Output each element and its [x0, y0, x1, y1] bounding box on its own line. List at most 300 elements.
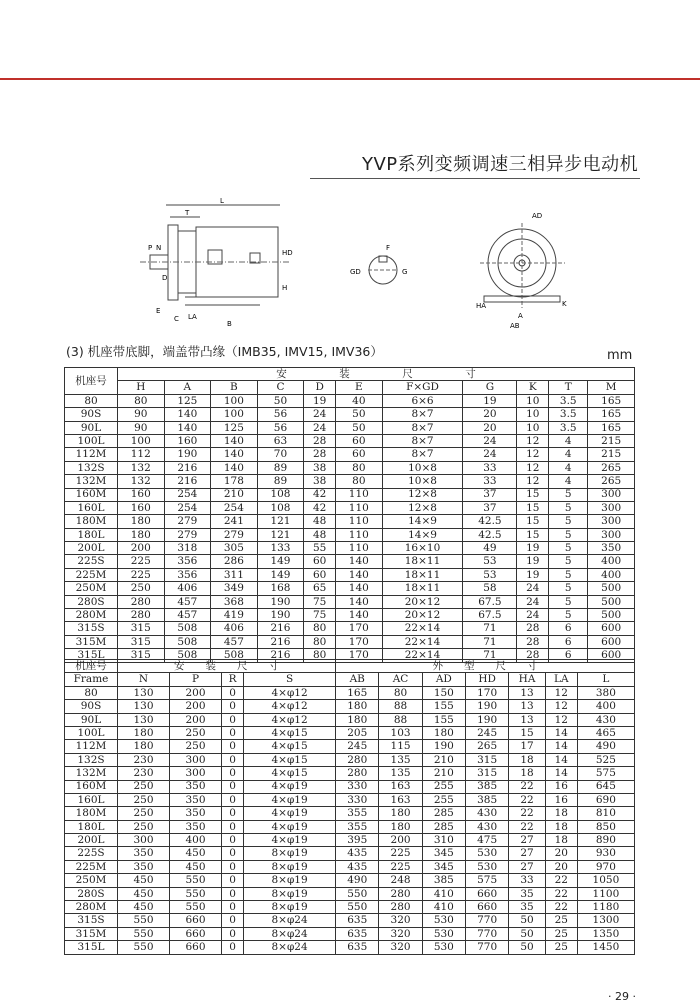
value-cell: 210: [211, 488, 258, 501]
value-cell: 180: [422, 726, 465, 739]
value-cell: 8×φ19: [244, 887, 336, 900]
value-cell: 100: [211, 394, 258, 407]
table-row: [65, 515, 635, 528]
value-cell: 110: [336, 542, 383, 555]
value-cell: 140: [336, 555, 383, 568]
value-cell: 315: [465, 753, 508, 766]
value-cell: 350: [170, 793, 222, 806]
value-cell: 25: [545, 914, 577, 927]
frame-cell: 132S: [65, 461, 118, 474]
dim-label-AB: AB: [510, 322, 520, 330]
value-cell: 71: [463, 635, 517, 648]
value-cell: 225: [118, 555, 165, 568]
value-cell: 163: [379, 780, 422, 793]
value-cell: 22×14: [382, 635, 463, 648]
value-cell: 50: [257, 394, 304, 407]
value-cell: 35: [509, 901, 546, 914]
value-cell: 22: [545, 874, 577, 887]
frame-header-cell: 机座号: [65, 660, 118, 673]
value-cell: 22: [509, 793, 546, 806]
dim-label-A: A: [518, 312, 523, 320]
value-cell: 810: [577, 807, 634, 820]
value-cell: 385: [465, 780, 508, 793]
page-number: · 29 ·: [608, 990, 636, 1003]
value-cell: 230: [118, 753, 170, 766]
value-cell: 200: [379, 834, 422, 847]
value-cell: 71: [463, 649, 517, 662]
value-cell: 22×14: [382, 622, 463, 635]
value-cell: 0: [222, 713, 244, 726]
value-cell: 1180: [577, 901, 634, 914]
frame-header-cell: 机座号: [65, 368, 118, 395]
value-cell: 149: [257, 555, 304, 568]
table-row: [65, 941, 635, 954]
value-cell: 500: [588, 609, 635, 622]
value-cell: 180: [118, 528, 165, 541]
value-cell: 71: [463, 622, 517, 635]
value-cell: 10: [517, 421, 549, 434]
value-cell: 635: [336, 941, 379, 954]
value-cell: 490: [577, 740, 634, 753]
value-cell: 406: [164, 582, 211, 595]
value-cell: 250: [170, 726, 222, 739]
table-row: [65, 700, 635, 713]
value-cell: 103: [379, 726, 422, 739]
value-cell: 5: [549, 555, 588, 568]
column-header: S: [244, 673, 336, 686]
value-cell: 4: [549, 448, 588, 461]
value-cell: 0: [222, 941, 244, 954]
value-cell: 0: [222, 874, 244, 887]
value-cell: 254: [211, 501, 258, 514]
value-cell: 89: [257, 461, 304, 474]
value-cell: 80: [304, 622, 336, 635]
value-cell: 450: [118, 901, 170, 914]
column-header: F×GD: [382, 381, 463, 394]
value-cell: 42.5: [463, 528, 517, 541]
value-cell: 0: [222, 700, 244, 713]
frame-cell: 250M: [65, 582, 118, 595]
value-cell: 50: [509, 941, 546, 954]
value-cell: 3.5: [549, 421, 588, 434]
value-cell: 216: [257, 635, 304, 648]
value-cell: 12: [545, 686, 577, 699]
value-cell: 690: [577, 793, 634, 806]
value-cell: 550: [170, 901, 222, 914]
value-cell: 140: [211, 434, 258, 447]
value-cell: 0: [222, 887, 244, 900]
table-row: [65, 713, 635, 726]
value-cell: 635: [336, 914, 379, 927]
value-cell: 350: [118, 847, 170, 860]
value-cell: 140: [336, 568, 383, 581]
value-cell: 250: [118, 780, 170, 793]
value-cell: 0: [222, 740, 244, 753]
column-header: D: [304, 381, 336, 394]
value-cell: 450: [170, 860, 222, 873]
value-cell: 19: [463, 394, 517, 407]
value-cell: 80: [336, 461, 383, 474]
value-cell: 25: [545, 941, 577, 954]
value-cell: 178: [211, 475, 258, 488]
value-cell: 135: [379, 767, 422, 780]
value-cell: 63: [257, 434, 304, 447]
mounting-outline-dimensions-table: [64, 659, 635, 955]
value-cell: 490: [336, 874, 379, 887]
value-cell: 14×9: [382, 528, 463, 541]
table-column-header-row: [65, 381, 635, 394]
value-cell: 133: [257, 542, 304, 555]
value-cell: 125: [164, 394, 211, 407]
frame-cell: 200L: [65, 834, 118, 847]
value-cell: 286: [211, 555, 258, 568]
shaft-key-detail-drawing: [348, 238, 418, 298]
frame-cell: 100L: [65, 434, 118, 447]
value-cell: 248: [379, 874, 422, 887]
value-cell: 300: [170, 767, 222, 780]
value-cell: 970: [577, 860, 634, 873]
value-cell: 80: [336, 475, 383, 488]
value-cell: 8×7: [382, 448, 463, 461]
value-cell: 200: [170, 700, 222, 713]
value-cell: 20: [545, 860, 577, 873]
frame-cell: 160L: [65, 793, 118, 806]
value-cell: 5: [549, 501, 588, 514]
value-cell: 250: [170, 740, 222, 753]
value-cell: 140: [211, 461, 258, 474]
value-cell: 215: [588, 434, 635, 447]
motor-side-view-drawing: [130, 195, 330, 335]
value-cell: 24: [517, 595, 549, 608]
value-cell: 19: [517, 568, 549, 581]
table-row: [65, 847, 635, 860]
table-row: [65, 408, 635, 421]
value-cell: 508: [164, 622, 211, 635]
table-row: [65, 914, 635, 927]
value-cell: 1300: [577, 914, 634, 927]
value-cell: 18: [545, 834, 577, 847]
value-cell: 350: [118, 860, 170, 873]
value-cell: 3.5: [549, 394, 588, 407]
value-cell: 0: [222, 927, 244, 940]
value-cell: 210: [422, 753, 465, 766]
value-cell: 8×φ19: [244, 874, 336, 887]
value-cell: 28: [517, 649, 549, 662]
value-cell: 22: [545, 901, 577, 914]
dim-label-P: P: [148, 244, 153, 252]
value-cell: 530: [422, 927, 465, 940]
frame-cell: 280M: [65, 901, 118, 914]
table-row: [65, 394, 635, 407]
value-cell: 28: [304, 434, 336, 447]
frame-cell: 90S: [65, 700, 118, 713]
value-cell: 280: [379, 887, 422, 900]
frame-cell: 180L: [65, 820, 118, 833]
value-cell: 300: [170, 753, 222, 766]
value-cell: 5: [549, 595, 588, 608]
section-subtitle: (3) 机座带底脚，端盖带凸缘（IMB35, IMV15, IMV36）: [66, 344, 383, 359]
value-cell: 165: [588, 421, 635, 434]
frame-cell: 132M: [65, 475, 118, 488]
value-cell: 4×φ12: [244, 713, 336, 726]
value-cell: 850: [577, 820, 634, 833]
frame-cell: 112M: [65, 740, 118, 753]
dim-label-T: T: [185, 209, 190, 217]
frame-cell: 160L: [65, 501, 118, 514]
dim-label-N: N: [156, 244, 162, 252]
value-cell: 355: [336, 807, 379, 820]
value-cell: 550: [118, 914, 170, 927]
value-cell: 280: [336, 767, 379, 780]
value-cell: 53: [463, 555, 517, 568]
value-cell: 406: [211, 622, 258, 635]
value-cell: 430: [465, 820, 508, 833]
value-cell: 17: [509, 740, 546, 753]
value-cell: 1100: [577, 887, 634, 900]
value-cell: 645: [577, 780, 634, 793]
value-cell: 14: [545, 726, 577, 739]
value-cell: 4: [549, 434, 588, 447]
value-cell: 530: [465, 860, 508, 873]
value-cell: 0: [222, 834, 244, 847]
value-cell: 80: [379, 686, 422, 699]
value-cell: 190: [465, 713, 508, 726]
value-cell: 8×7: [382, 421, 463, 434]
value-cell: 1350: [577, 927, 634, 940]
value-cell: 112: [118, 448, 165, 461]
value-cell: 140: [336, 609, 383, 622]
value-cell: 16×10: [382, 542, 463, 555]
value-cell: 19: [517, 555, 549, 568]
value-cell: 300: [588, 488, 635, 501]
value-cell: 550: [118, 927, 170, 940]
value-cell: 8×φ24: [244, 914, 336, 927]
dim-label-B: B: [227, 320, 232, 328]
value-cell: 160: [118, 501, 165, 514]
table-row: [65, 793, 635, 806]
dim-label-H: H: [282, 284, 288, 292]
value-cell: 279: [164, 528, 211, 541]
value-cell: 770: [465, 927, 508, 940]
value-cell: 4×φ12: [244, 700, 336, 713]
value-cell: 160: [164, 434, 211, 447]
value-cell: 48: [304, 528, 336, 541]
value-cell: 225: [379, 860, 422, 873]
value-cell: 130: [118, 700, 170, 713]
value-cell: 58: [463, 582, 517, 595]
value-cell: 150: [422, 686, 465, 699]
value-cell: 241: [211, 515, 258, 528]
dim-label-D: D: [162, 274, 168, 282]
value-cell: 15: [517, 528, 549, 541]
value-cell: 4×φ19: [244, 820, 336, 833]
value-cell: 18: [509, 753, 546, 766]
dim-label-G: G: [402, 268, 408, 276]
value-cell: 15: [517, 488, 549, 501]
value-cell: 180: [336, 713, 379, 726]
table-row: [65, 622, 635, 635]
value-cell: 22: [509, 820, 546, 833]
value-cell: 890: [577, 834, 634, 847]
value-cell: 300: [588, 515, 635, 528]
value-cell: 500: [588, 595, 635, 608]
value-cell: 130: [118, 713, 170, 726]
value-cell: 8×φ19: [244, 901, 336, 914]
value-cell: 280: [118, 609, 165, 622]
table-row: [65, 582, 635, 595]
title-underline: [310, 178, 640, 179]
value-cell: 75: [304, 609, 336, 622]
value-cell: 24: [463, 434, 517, 447]
value-cell: 300: [588, 501, 635, 514]
value-cell: 165: [336, 686, 379, 699]
value-cell: 160: [118, 488, 165, 501]
value-cell: 6: [549, 622, 588, 635]
value-cell: 33: [509, 874, 546, 887]
value-cell: 200: [170, 713, 222, 726]
value-cell: 35: [509, 887, 546, 900]
column-header: K: [517, 381, 549, 394]
column-header: L: [577, 673, 634, 686]
value-cell: 525: [577, 753, 634, 766]
value-cell: 90: [118, 408, 165, 421]
value-cell: 22: [545, 887, 577, 900]
value-cell: 180: [336, 700, 379, 713]
value-cell: 110: [336, 488, 383, 501]
value-cell: 110: [336, 501, 383, 514]
value-cell: 14: [545, 753, 577, 766]
value-cell: 170: [336, 622, 383, 635]
dim-label-L: L: [220, 197, 224, 205]
value-cell: 24: [304, 421, 336, 434]
value-cell: 18×11: [382, 568, 463, 581]
column-header: T: [549, 381, 588, 394]
value-cell: 435: [336, 860, 379, 873]
value-cell: 5: [549, 582, 588, 595]
value-cell: 140: [336, 595, 383, 608]
value-cell: 4×φ19: [244, 780, 336, 793]
value-cell: 33: [463, 475, 517, 488]
column-header: A: [164, 381, 211, 394]
frame-cell: 225S: [65, 847, 118, 860]
frame-cell: 315L: [65, 941, 118, 954]
value-cell: 385: [465, 793, 508, 806]
value-cell: 4: [549, 461, 588, 474]
value-cell: 170: [465, 686, 508, 699]
value-cell: 349: [211, 582, 258, 595]
value-cell: 450: [118, 887, 170, 900]
frame-cell: 200L: [65, 542, 118, 555]
value-cell: 132: [118, 475, 165, 488]
frame-header-en-cell: Frame: [65, 673, 118, 686]
value-cell: 18×11: [382, 582, 463, 595]
table-column-header-row: [65, 673, 635, 686]
frame-cell: 180M: [65, 807, 118, 820]
value-cell: 419: [211, 609, 258, 622]
value-cell: 255: [422, 793, 465, 806]
value-cell: 80: [304, 649, 336, 662]
value-cell: 170: [336, 635, 383, 648]
value-cell: 22: [509, 807, 546, 820]
value-cell: 190: [257, 595, 304, 608]
value-cell: 300: [588, 528, 635, 541]
value-cell: 225: [118, 568, 165, 581]
value-cell: 320: [379, 914, 422, 927]
value-cell: 19: [517, 542, 549, 555]
value-cell: 155: [422, 700, 465, 713]
value-cell: 100: [118, 434, 165, 447]
value-cell: 37: [463, 488, 517, 501]
frame-cell: 250M: [65, 874, 118, 887]
value-cell: 5: [549, 528, 588, 541]
table-row: [65, 753, 635, 766]
value-cell: 8×φ24: [244, 941, 336, 954]
value-cell: 330: [336, 793, 379, 806]
value-cell: 550: [170, 887, 222, 900]
value-cell: 600: [588, 622, 635, 635]
value-cell: 14: [545, 740, 577, 753]
value-cell: 155: [422, 713, 465, 726]
value-cell: 350: [170, 780, 222, 793]
value-cell: 22: [509, 780, 546, 793]
value-cell: 50: [336, 421, 383, 434]
value-cell: 400: [170, 834, 222, 847]
value-cell: 125: [211, 421, 258, 434]
value-cell: 8×φ19: [244, 860, 336, 873]
value-cell: 0: [222, 847, 244, 860]
table-row: [65, 834, 635, 847]
table-row: [65, 609, 635, 622]
value-cell: 660: [170, 927, 222, 940]
table-row: [65, 501, 635, 514]
value-cell: 500: [588, 582, 635, 595]
value-cell: 508: [164, 649, 211, 662]
value-cell: 24: [517, 609, 549, 622]
value-cell: 121: [257, 528, 304, 541]
table-row: [65, 740, 635, 753]
table-row: [65, 528, 635, 541]
value-cell: 190: [465, 700, 508, 713]
unit-label: mm: [607, 348, 633, 363]
value-cell: 245: [465, 726, 508, 739]
group-header-cell: 外 型 尺 寸: [336, 660, 635, 673]
value-cell: 356: [164, 568, 211, 581]
value-cell: 10: [517, 408, 549, 421]
value-cell: 216: [257, 622, 304, 635]
value-cell: 430: [465, 807, 508, 820]
table-row: [65, 780, 635, 793]
dim-label-HA: HA: [476, 302, 487, 310]
value-cell: 355: [336, 820, 379, 833]
value-cell: 13: [509, 713, 546, 726]
value-cell: 530: [465, 847, 508, 860]
value-cell: 311: [211, 568, 258, 581]
frame-cell: 90L: [65, 421, 118, 434]
value-cell: 1050: [577, 874, 634, 887]
value-cell: 0: [222, 807, 244, 820]
value-cell: 110: [336, 515, 383, 528]
value-cell: 635: [336, 927, 379, 940]
dim-label-K: K: [562, 300, 567, 308]
value-cell: 33: [463, 461, 517, 474]
value-cell: 4×φ15: [244, 753, 336, 766]
value-cell: 0: [222, 901, 244, 914]
dim-label-HD: HD: [282, 249, 293, 257]
value-cell: 265: [588, 461, 635, 474]
value-cell: 28: [517, 622, 549, 635]
value-cell: 575: [577, 767, 634, 780]
value-cell: 385: [422, 874, 465, 887]
